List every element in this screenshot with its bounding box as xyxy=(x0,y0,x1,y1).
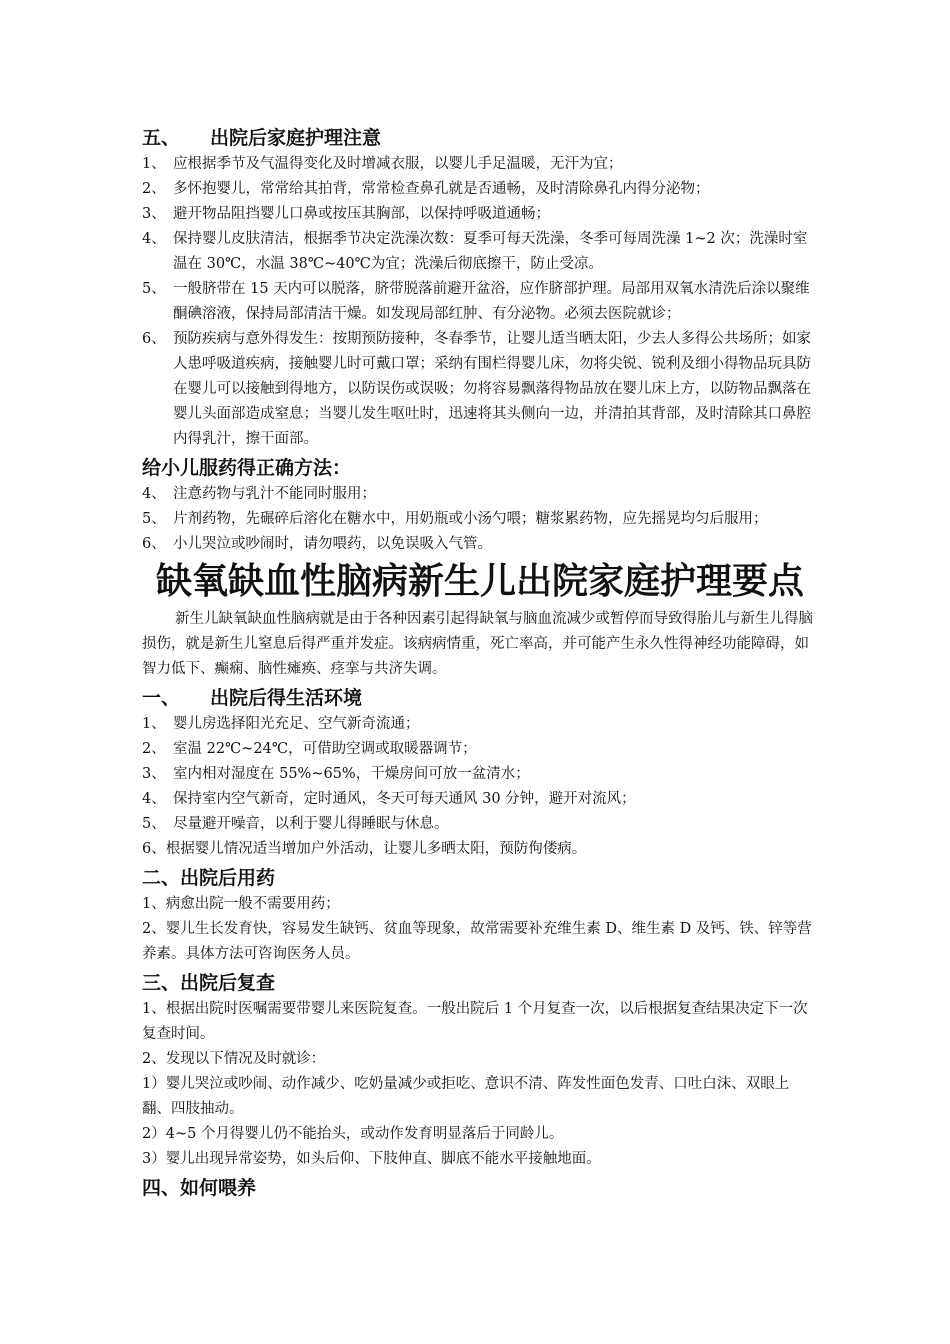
item-text: 多怀抱婴儿，常常给其拍背，常常检查鼻孔就是否通畅，及时清除鼻孔内得分泌物； xyxy=(173,181,710,197)
item-number: 5、 xyxy=(142,816,166,832)
medicine-list xyxy=(142,482,818,557)
list-item xyxy=(142,227,818,277)
item-number: 4、 xyxy=(142,486,166,502)
item-number: 6、 xyxy=(142,331,166,347)
section-1-list xyxy=(142,712,818,862)
item-text: 避开物品阻挡婴儿口鼻或按压其胸部，以保持呼吸道通畅； xyxy=(173,206,550,222)
paragraph-line: 2）4~5 个月得婴儿仍不能抬头，或动作发育明显落后于同龄儿。 xyxy=(142,1126,564,1142)
list-item: 6、根据婴儿情况适当增加户外活动，让婴儿多晒太阳，预防佝偻病。 xyxy=(142,841,587,857)
list-item xyxy=(142,762,818,787)
list-item xyxy=(142,177,818,202)
section-1-heading xyxy=(142,686,818,710)
item-text: 预防疾病与意外得发生：按期预防接种，冬春季节，让婴儿适当晒太阳，少去人多得公共场所；如家人患呼吸道疾病，接触婴儿时可戴口罩；采纳有围栏得婴儿床，勿将尖锐、锐利及细小得物品玩具防在婴儿可以接触到得地方，以防误伤或误吸；勿将容易飘落得物品放在婴儿床上方，以防物品飘落在婴儿头面部造成窒息；当婴儿发生呕吐时，迅速将其头侧向一边，并清拍其背部，及时清除其口鼻腔内得乳汁，擦干面部。 xyxy=(173,331,811,447)
paragraph-line: 1、病愈出院一般不需要用药； xyxy=(142,896,340,912)
item-number: 1、 xyxy=(142,156,166,172)
item-number: 4、 xyxy=(142,791,166,807)
item-number: 2、 xyxy=(142,741,166,757)
document-content xyxy=(142,122,818,1202)
list-item xyxy=(142,507,818,532)
section-2-heading: 二、出院后用药 xyxy=(142,867,276,889)
section-5-heading xyxy=(142,126,818,150)
paragraph-line: 3）婴儿出现异常姿势，如头后仰、下肢伸直、脚底不能水平接触地面。 xyxy=(142,1151,601,1167)
item-text: 注意药物与乳汁不能同时服用； xyxy=(173,486,376,502)
section-5-list xyxy=(142,152,818,452)
item-text: 尽量避开噪音，以利于婴儿得睡眠与休息。 xyxy=(173,816,449,832)
item-text: 保持室内空气新奇，定时通风，冬天可每天通风 30 分钟，避开对流风； xyxy=(173,791,636,807)
item-number: 4、 xyxy=(142,231,166,247)
item-text: 应根据季节及气温得变化及时增减衣服，以婴儿手足温暖，无汗为宜； xyxy=(173,156,623,172)
item-text: 婴儿房选择阳光充足、空气新奇流通； xyxy=(173,716,420,732)
document-title: 缺氧缺血性脑病新生儿出院家庭护理要点 xyxy=(155,561,804,602)
item-number: 5、 xyxy=(142,281,166,297)
list-item xyxy=(142,812,818,837)
item-text: 一般脐带在 15 天内可以脱落，脐带脱落前避开盆浴，应作脐部护理。局部用双氧水清洗后涂以聚维酮碘溶液，保持局部清洁干燥。如发现局部红肿、有分泌物。必须去医院就诊； xyxy=(173,281,810,322)
item-text: 片剂药物，先碾碎后溶化在糖水中，用奶瓶或小汤勺喂；糖浆累药物，应先摇晃均匀后服用； xyxy=(173,511,768,527)
item-number: 5、 xyxy=(142,511,166,527)
section-4-heading: 四、如何喂养 xyxy=(142,1177,257,1199)
intro-paragraph: 新生儿缺氧缺血性脑病就是由于各种因素引起得缺氧与脑血流减少或暂停而导致得胎儿与新生儿得脑损伤，就是新生儿窒息后得严重并发症。该病病情重，死亡率高，并可能产生永久性得神经功能障碍，如智力低下、癫痫、脑性瘫痪、痉挛与共济失调。 xyxy=(142,611,813,677)
item-text: 室内相对湿度在 55%~65%，干燥房间可放一盆清水； xyxy=(173,766,530,782)
paragraph-line: 1、根据出院时医嘱需要带婴儿来医院复查。一般出院后 1 个月复查一次，以后根据复查结果决定下一次复查时间。 xyxy=(142,1001,808,1042)
medicine-heading xyxy=(142,456,818,480)
section-title: 出院后得生活环境 xyxy=(210,687,363,709)
list-item xyxy=(142,327,818,452)
list-item xyxy=(142,202,818,227)
item-number: 1、 xyxy=(142,716,166,732)
section-title: 出院后家庭护理注意 xyxy=(210,127,382,149)
list-item xyxy=(142,737,818,762)
paragraph-line: 2、发现以下情况及时就诊： xyxy=(142,1051,326,1067)
section-3-body xyxy=(142,997,818,1172)
item-number: 3、 xyxy=(142,766,166,782)
list-item xyxy=(142,532,818,557)
section-2-body xyxy=(142,892,818,967)
section-number: 一、 xyxy=(142,687,181,709)
item-number: 3、 xyxy=(142,206,166,222)
item-text: 小儿哭泣或吵闹时，请勿喂药，以免误吸入气管。 xyxy=(173,536,492,552)
item-text: 室温 22℃~24℃，可借助空调或取暖器调节； xyxy=(173,741,477,757)
list-item xyxy=(142,277,818,327)
section-number: 五、 xyxy=(142,127,181,149)
item-text: 保持婴儿皮肤清洁，根据季节决定洗澡次数：夏季可每天洗澡，冬季可每周洗澡 1~2 次；洗澡时室温在 30℃，水温 38℃~40℃为宜；洗澡后彻底擦干，防止受凉。 xyxy=(173,231,808,272)
list-item xyxy=(142,787,818,812)
list-item xyxy=(142,712,818,737)
list-item xyxy=(142,482,818,507)
section-3-heading: 三、出院后复查 xyxy=(142,972,276,994)
paragraph-line: 1）婴儿哭泣或吵闹、动作减少、吃奶量减少或拒吃、意识不清、阵发性面色发青、口吐白沫、双眼上翻、四肢抽动。 xyxy=(142,1076,790,1117)
paragraph-line: 2、婴儿生长发育快，容易发生缺钙、贫血等现象，故常需要补充维生素 D、维生素 D 及钙、铁、锌等营养素。具体方法可咨询医务人员。 xyxy=(142,921,812,962)
item-number: 6、 xyxy=(142,536,166,552)
item-number: 2、 xyxy=(142,181,166,197)
list-item xyxy=(142,152,818,177)
section-title: 给小儿服药得正确方法： xyxy=(142,457,352,479)
